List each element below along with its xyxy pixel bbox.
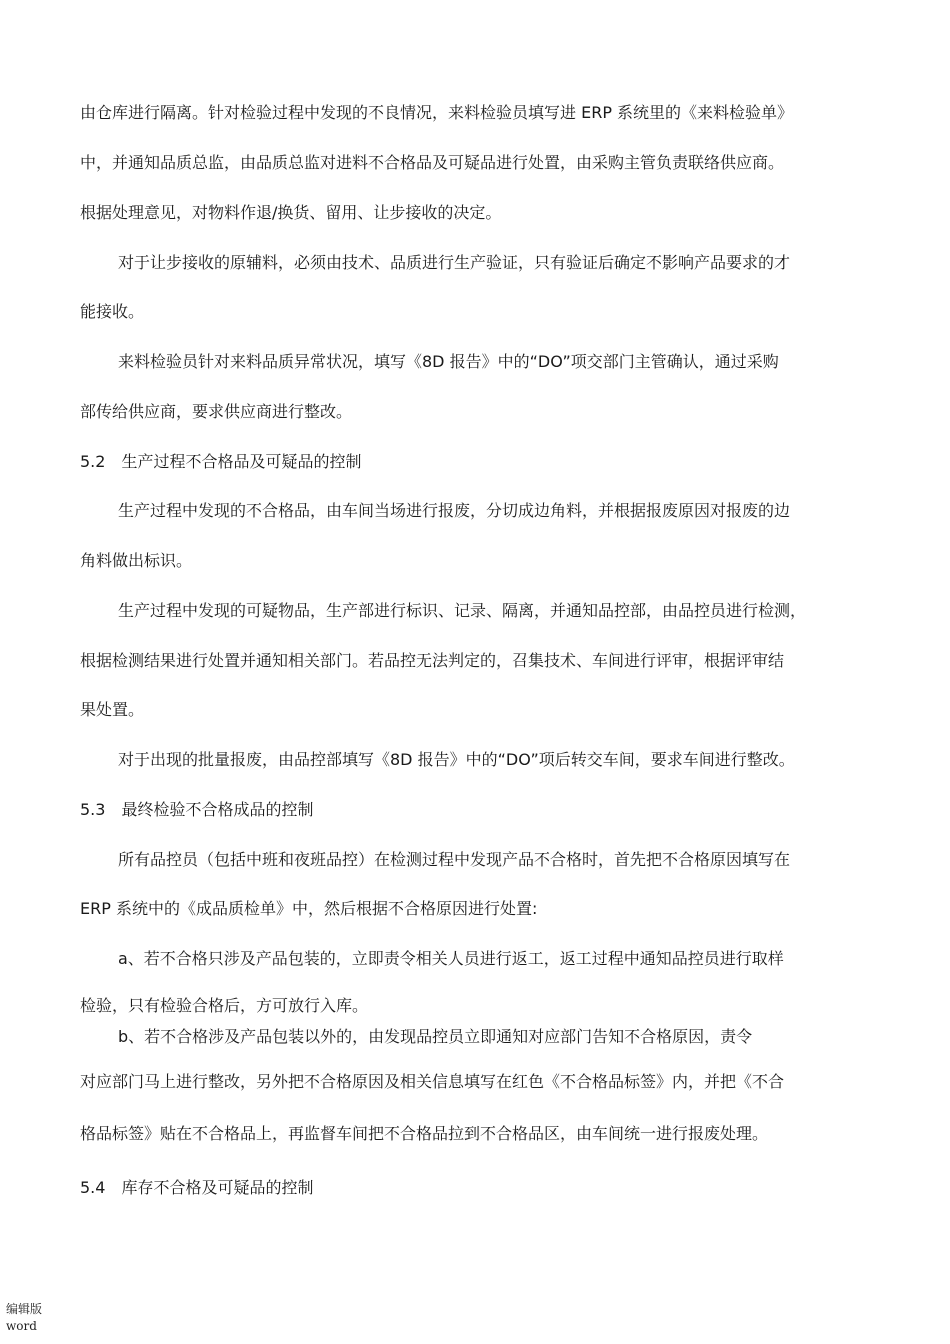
paragraph-line: 根据处理意见，对物料作退/换货、留用、让步接收的决定。 [80, 203, 502, 222]
paragraph-line: 果处置。 [80, 700, 145, 719]
paragraph-line: 来料检验员针对来料品质异常状况，填写《8D 报告》中的“DO”项交部门主管确认，通过采购 [118, 352, 779, 371]
paragraph-line: a、若不合格只涉及产品包装的，立即责令相关人员进行返工，返工过程中通知品控员进行取样 [118, 949, 784, 968]
paragraph-line: 由仓库进行隔离。针对检验过程中发现的不良情况，来料检验员填写进 ERP 系统里的《来料检验单》 [80, 103, 794, 122]
paragraph-line: 对于出现的批量报废，由品控部填写《8D 报告》中的“DO”项后转交车间，要求车间进行整改。 [118, 750, 795, 769]
paragraph-line: 生产过程中发现的可疑物品，生产部进行标识、记录、隔离，并通知品控部，由品控员进行检测， [118, 601, 807, 620]
paragraph-line: 格品标签》贴在不合格品上，再监督车间把不合格品拉到不合格品区，由车间统一进行报废处理。 [80, 1124, 769, 1143]
paragraph-line: b、若不合格涉及产品包装以外的，由发现品控员立即通知对应部门告知不合格原因，责令 [118, 1027, 753, 1046]
paragraph-line: 中，并通知品质总监，由品质总监对进料不合格品及可疑品进行处置，由采购主管负责联络供应商。 [80, 153, 785, 172]
paragraph-line: 角料做出标识。 [80, 551, 193, 570]
paragraph-line: 部传给供应商，要求供应商进行整改。 [80, 402, 353, 421]
paragraph-line: 所有品控员（包括中班和夜班品控）在检测过程中发现产品不合格时，首先把不合格原因填写在 [118, 850, 791, 869]
footer-word-label: word [6, 1319, 37, 1333]
paragraph-line: ERP 系统中的《成品质检单》中，然后根据不合格原因进行处置: [80, 899, 538, 918]
paragraph-line: 对应部门马上进行整改，另外把不合格原因及相关信息填写在红色《不合格品标签》内，并把《不合 [80, 1072, 785, 1091]
section-heading-5-3: 5.3 最终检验不合格成品的控制 [80, 800, 314, 819]
paragraph-line: 能接收。 [80, 302, 145, 321]
section-heading-5-2: 5.2 生产过程不合格品及可疑品的控制 [80, 452, 362, 471]
paragraph-line: 根据检测结果进行处置并通知相关部门。若品控无法判定的，召集技术、车间进行评审，根据评审结 [80, 651, 785, 670]
paragraph-line: 检验，只有检验合格后，方可放行入库。 [80, 996, 369, 1015]
paragraph-line: 生产过程中发现的不合格品，由车间当场进行报废，分切成边角料，并根据报废原因对报废的边 [118, 501, 791, 520]
section-heading-5-4: 5.4 库存不合格及可疑品的控制 [80, 1178, 314, 1197]
paragraph-line: 对于让步接收的原辅料，必须由技术、品质进行生产验证，只有验证后确定不影响产品要求的才 [118, 253, 791, 272]
footer-edition-label: 编辑版 [6, 1302, 43, 1316]
